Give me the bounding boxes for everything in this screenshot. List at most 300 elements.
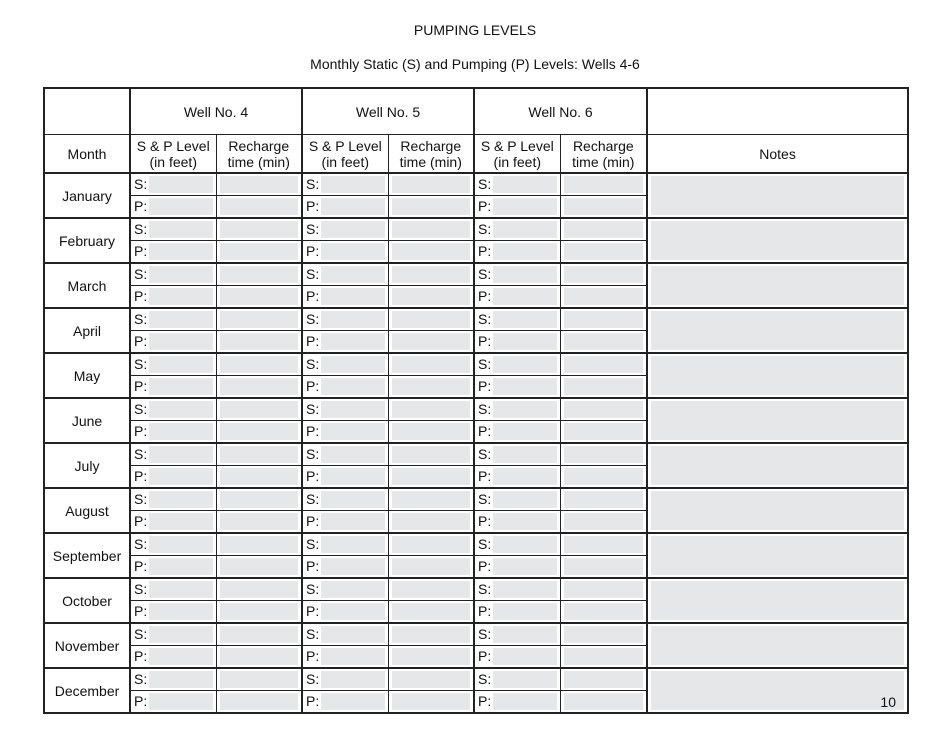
well-6-pumping-level-field-october[interactable] (493, 603, 557, 620)
recharge-cell (560, 646, 647, 669)
header-notes-blank (647, 88, 908, 135)
sp-level-cell (474, 308, 560, 331)
notes-cell-january (647, 173, 908, 218)
well-5-pumping-level-field-september[interactable] (321, 558, 385, 575)
notes-field-april[interactable] (651, 311, 904, 350)
notes-field-june[interactable] (651, 401, 904, 440)
recharge-cell (560, 533, 647, 556)
sp-level-cell (130, 353, 216, 376)
well-6-pumping-recharge-field-march[interactable] (564, 288, 644, 305)
well-6-pumping-level-field-april[interactable] (493, 333, 557, 350)
well-4-pumping-level-field-may[interactable] (149, 378, 213, 395)
well-5-pumping-level-field-april[interactable] (321, 333, 385, 350)
sp-level-cell (130, 578, 216, 601)
sp-level-cell (302, 578, 388, 601)
header-recharge-5: Recharge time (min) (388, 135, 474, 174)
month-label-may: May (44, 353, 130, 398)
notes-field-march[interactable] (651, 266, 904, 305)
pumping-label: P: (134, 513, 148, 529)
well-6-static-recharge-field-may[interactable] (564, 356, 644, 373)
notes-field-december[interactable] (651, 671, 904, 710)
pumping-label: P: (134, 333, 148, 349)
recharge-cell (560, 308, 647, 331)
header-well-5: Well No. 5 (302, 88, 474, 135)
pumping-label: P: (478, 243, 492, 259)
well-4-static-level-field-september[interactable] (149, 536, 213, 553)
sp-level-cell (302, 286, 388, 309)
recharge-cell (388, 398, 474, 421)
well-4-pumping-level-field-february[interactable] (149, 243, 213, 260)
sp-level-cell (130, 376, 216, 399)
recharge-cell (388, 263, 474, 286)
pumping-label: P: (478, 198, 492, 214)
well-5-pumping-recharge-field-january[interactable] (392, 198, 471, 215)
well-4-pumping-recharge-field-may[interactable] (220, 378, 299, 395)
recharge-cell (388, 218, 474, 241)
well-6-static-recharge-field-september[interactable] (564, 536, 644, 553)
well-5-static-recharge-field-october[interactable] (392, 581, 471, 598)
well-6-static-level-field-october[interactable] (493, 581, 557, 598)
recharge-cell (388, 196, 474, 219)
static-label: S: (306, 446, 320, 462)
pumping-label: P: (478, 333, 492, 349)
static-label: S: (134, 446, 148, 462)
month-row-october-static (44, 578, 908, 601)
well-5-pumping-level-field-october[interactable] (321, 603, 385, 620)
well-6-pumping-level-field-june[interactable] (493, 423, 557, 440)
well-5-static-recharge-field-september[interactable] (392, 536, 471, 553)
header-notes: Notes (647, 135, 908, 174)
static-label: S: (306, 491, 320, 507)
header-well-4: Well No. 4 (130, 88, 302, 135)
static-label: S: (478, 221, 492, 237)
well-5-static-recharge-field-june[interactable] (392, 401, 471, 418)
well-6-pumping-recharge-field-october[interactable] (564, 603, 644, 620)
static-label: S: (306, 266, 320, 282)
sp-level-cell (474, 331, 560, 354)
static-label: S: (134, 311, 148, 327)
well-6-pumping-recharge-field-june[interactable] (564, 423, 644, 440)
header-recharge-4: Recharge time (min) (216, 135, 302, 174)
well-6-static-recharge-field-january[interactable] (564, 176, 644, 193)
recharge-cell (560, 488, 647, 511)
sp-level-cell (130, 623, 216, 646)
well-5-static-recharge-field-april[interactable] (392, 311, 471, 328)
sp-level-cell (474, 578, 560, 601)
sp-level-cell (130, 241, 216, 264)
recharge-cell (388, 308, 474, 331)
well-4-static-level-field-january[interactable] (149, 176, 213, 193)
sp-level-cell (474, 286, 560, 309)
pumping-label: P: (134, 468, 148, 484)
well-5-pumping-level-field-august[interactable] (321, 513, 385, 530)
recharge-cell (560, 691, 647, 714)
sp-level-cell (474, 466, 560, 489)
notes-field-september[interactable] (651, 536, 904, 575)
well-4-static-level-field-march[interactable] (149, 266, 213, 283)
well-6-static-level-field-august[interactable] (493, 491, 557, 508)
static-label: S: (306, 176, 320, 192)
well-6-static-recharge-field-march[interactable] (564, 266, 644, 283)
well-5-static-level-field-may[interactable] (321, 356, 385, 373)
well-5-static-level-field-june[interactable] (321, 401, 385, 418)
well-6-static-level-field-january[interactable] (493, 176, 557, 193)
well-4-pumping-level-field-january[interactable] (149, 198, 213, 215)
static-label: S: (134, 401, 148, 417)
sp-level-cell (474, 443, 560, 466)
well-5-pumping-level-field-may[interactable] (321, 378, 385, 395)
well-4-pumping-recharge-field-april[interactable] (220, 333, 299, 350)
notes-cell-june (647, 398, 908, 443)
notes-field-july[interactable] (651, 446, 904, 485)
recharge-cell (216, 398, 302, 421)
well-6-pumping-recharge-field-february[interactable] (564, 243, 644, 260)
sp-level-cell (130, 601, 216, 624)
well-5-static-level-field-march[interactable] (321, 266, 385, 283)
sp-level-cell (302, 691, 388, 714)
well-4-static-level-field-june[interactable] (149, 401, 213, 418)
well-5-pumping-recharge-field-july[interactable] (392, 468, 471, 485)
well-6-static-recharge-field-november[interactable] (564, 626, 644, 643)
well-6-pumping-recharge-field-december[interactable] (564, 693, 644, 710)
well-5-pumping-level-field-june[interactable] (321, 423, 385, 440)
sp-level-cell (302, 556, 388, 579)
static-label: S: (478, 266, 492, 282)
recharge-cell (388, 353, 474, 376)
well-4-pumping-recharge-field-march[interactable] (220, 288, 299, 305)
well-6-pumping-level-field-may[interactable] (493, 378, 557, 395)
recharge-cell (388, 241, 474, 264)
recharge-cell (216, 691, 302, 714)
well-5-static-level-field-october[interactable] (321, 581, 385, 598)
static-label: S: (306, 356, 320, 372)
well-4-static-recharge-field-april[interactable] (220, 311, 299, 328)
recharge-cell (388, 691, 474, 714)
well-6-pumping-level-field-march[interactable] (493, 288, 557, 305)
well-5-pumping-level-field-november[interactable] (321, 648, 385, 665)
recharge-cell (388, 623, 474, 646)
static-label: S: (134, 221, 148, 237)
sp-level-cell (302, 196, 388, 219)
sp-level-cell (474, 488, 560, 511)
well-5-pumping-recharge-field-november[interactable] (392, 648, 471, 665)
static-label: S: (478, 626, 492, 642)
well-4-pumping-level-field-july[interactable] (149, 468, 213, 485)
well-5-pumping-recharge-field-april[interactable] (392, 333, 471, 350)
sp-level-cell (130, 511, 216, 534)
pumping-label: P: (478, 558, 492, 574)
sp-level-cell (302, 263, 388, 286)
static-label: S: (478, 401, 492, 417)
well-4-static-recharge-field-march[interactable] (220, 266, 299, 283)
recharge-cell (388, 173, 474, 196)
well-4-pumping-level-field-june[interactable] (149, 423, 213, 440)
well-4-static-level-field-february[interactable] (149, 221, 213, 238)
recharge-cell (388, 668, 474, 691)
well-4-static-level-field-august[interactable] (149, 491, 213, 508)
pumping-label: P: (306, 693, 320, 709)
recharge-cell (216, 196, 302, 219)
well-5-static-recharge-field-may[interactable] (392, 356, 471, 373)
recharge-cell (216, 421, 302, 444)
well-6-pumping-level-field-september[interactable] (493, 558, 557, 575)
well-6-pumping-level-field-august[interactable] (493, 513, 557, 530)
static-label: S: (306, 581, 320, 597)
month-row-december-static (44, 668, 908, 691)
well-4-pumping-recharge-field-december[interactable] (220, 693, 299, 710)
well-5-pumping-recharge-field-september[interactable] (392, 558, 471, 575)
well-6-static-recharge-field-august[interactable] (564, 491, 644, 508)
sp-level-cell (474, 601, 560, 624)
pumping-label: P: (478, 513, 492, 529)
well-4-static-level-field-october[interactable] (149, 581, 213, 598)
well-4-static-recharge-field-november[interactable] (220, 626, 299, 643)
well-4-pumping-level-field-december[interactable] (149, 693, 213, 710)
sp-level-cell (474, 668, 560, 691)
pumping-label: P: (134, 378, 148, 394)
well-5-static-recharge-field-march[interactable] (392, 266, 471, 283)
header-well-6: Well No. 6 (474, 88, 647, 135)
well-5-static-level-field-july[interactable] (321, 446, 385, 463)
well-6-static-recharge-field-april[interactable] (564, 311, 644, 328)
well-5-static-level-field-november[interactable] (321, 626, 385, 643)
month-row-november-static (44, 623, 908, 646)
well-5-static-level-field-september[interactable] (321, 536, 385, 553)
recharge-cell (216, 218, 302, 241)
well-4-static-recharge-field-december[interactable] (220, 671, 299, 688)
well-4-static-recharge-field-january[interactable] (220, 176, 299, 193)
well-4-pumping-level-field-august[interactable] (149, 513, 213, 530)
header-month: Month (44, 135, 130, 174)
well-6-static-recharge-field-july[interactable] (564, 446, 644, 463)
well-6-pumping-recharge-field-november[interactable] (564, 648, 644, 665)
well-5-static-recharge-field-august[interactable] (392, 491, 471, 508)
sp-level-cell (130, 691, 216, 714)
recharge-cell (560, 173, 647, 196)
pumping-label: P: (134, 558, 148, 574)
well-5-pumping-recharge-field-february[interactable] (392, 243, 471, 260)
pumping-label: P: (134, 198, 148, 214)
sp-level-cell (302, 331, 388, 354)
well-4-pumping-recharge-field-july[interactable] (220, 468, 299, 485)
recharge-cell (216, 578, 302, 601)
well-5-pumping-level-field-july[interactable] (321, 468, 385, 485)
sp-level-cell (302, 241, 388, 264)
well-6-pumping-level-field-january[interactable] (493, 198, 557, 215)
static-label: S: (478, 491, 492, 507)
well-6-static-level-field-september[interactable] (493, 536, 557, 553)
well-5-pumping-recharge-field-december[interactable] (392, 693, 471, 710)
well-6-pumping-recharge-field-january[interactable] (564, 198, 644, 215)
well-5-static-recharge-field-february[interactable] (392, 221, 471, 238)
well-5-pumping-level-field-march[interactable] (321, 288, 385, 305)
sp-level-cell (474, 556, 560, 579)
notes-field-august[interactable] (651, 491, 904, 530)
well-4-pumping-level-field-october[interactable] (149, 603, 213, 620)
well-5-static-level-field-january[interactable] (321, 176, 385, 193)
notes-field-november[interactable] (651, 626, 904, 665)
notes-cell-july (647, 443, 908, 488)
sp-level-cell (130, 443, 216, 466)
recharge-cell (216, 511, 302, 534)
recharge-cell (216, 241, 302, 264)
pumping-label: P: (134, 648, 148, 664)
well-6-pumping-recharge-field-august[interactable] (564, 513, 644, 530)
recharge-cell (216, 623, 302, 646)
well-6-static-recharge-field-december[interactable] (564, 671, 644, 688)
pumping-label: P: (306, 243, 320, 259)
well-5-pumping-recharge-field-june[interactable] (392, 423, 471, 440)
well-4-static-recharge-field-august[interactable] (220, 491, 299, 508)
well-4-pumping-recharge-field-october[interactable] (220, 603, 299, 620)
pumping-label: P: (478, 603, 492, 619)
month-label-march: March (44, 263, 130, 308)
static-label: S: (134, 491, 148, 507)
well-5-pumping-level-field-december[interactable] (321, 693, 385, 710)
sp-level-cell (302, 488, 388, 511)
well-5-static-level-field-april[interactable] (321, 311, 385, 328)
well-6-pumping-level-field-november[interactable] (493, 648, 557, 665)
well-4-pumping-level-field-november[interactable] (149, 648, 213, 665)
notes-field-february[interactable] (651, 221, 904, 260)
well-4-static-level-field-april[interactable] (149, 311, 213, 328)
sp-level-cell (130, 488, 216, 511)
sp-level-cell (130, 286, 216, 309)
well-4-pumping-recharge-field-june[interactable] (220, 423, 299, 440)
well-5-pumping-recharge-field-may[interactable] (392, 378, 471, 395)
well-4-pumping-recharge-field-february[interactable] (220, 243, 299, 260)
sp-level-cell (302, 668, 388, 691)
well-4-static-recharge-field-september[interactable] (220, 536, 299, 553)
month-label-august: August (44, 488, 130, 533)
recharge-cell (388, 556, 474, 579)
well-4-static-level-field-may[interactable] (149, 356, 213, 373)
recharge-cell (216, 263, 302, 286)
recharge-cell (388, 511, 474, 534)
well-4-static-level-field-december[interactable] (149, 671, 213, 688)
recharge-cell (216, 308, 302, 331)
sp-level-cell (302, 533, 388, 556)
well-6-pumping-level-field-february[interactable] (493, 243, 557, 260)
pumping-label: P: (306, 198, 320, 214)
well-5-pumping-recharge-field-march[interactable] (392, 288, 471, 305)
well-4-pumping-recharge-field-august[interactable] (220, 513, 299, 530)
pumping-label: P: (306, 288, 320, 304)
well-4-static-recharge-field-october[interactable] (220, 581, 299, 598)
static-label: S: (478, 671, 492, 687)
well-4-pumping-recharge-field-september[interactable] (220, 558, 299, 575)
well-4-pumping-level-field-april[interactable] (149, 333, 213, 350)
notes-field-may[interactable] (651, 356, 904, 395)
sp-level-cell (474, 173, 560, 196)
well-6-static-level-field-february[interactable] (493, 221, 557, 238)
header-recharge-6: Recharge time (min) (560, 135, 647, 174)
recharge-cell (560, 556, 647, 579)
well-4-pumping-level-field-march[interactable] (149, 288, 213, 305)
month-row-july-static (44, 443, 908, 466)
notes-field-october[interactable] (651, 581, 904, 620)
well-4-static-recharge-field-may[interactable] (220, 356, 299, 373)
notes-cell-may (647, 353, 908, 398)
well-4-pumping-recharge-field-november[interactable] (220, 648, 299, 665)
recharge-cell (560, 511, 647, 534)
well-4-pumping-recharge-field-january[interactable] (220, 198, 299, 215)
well-6-static-level-field-may[interactable] (493, 356, 557, 373)
well-4-static-level-field-july[interactable] (149, 446, 213, 463)
well-6-pumping-recharge-field-april[interactable] (564, 333, 644, 350)
notes-field-january[interactable] (651, 176, 904, 215)
well-6-static-recharge-field-october[interactable] (564, 581, 644, 598)
sp-level-cell (474, 691, 560, 714)
well-5-static-recharge-field-december[interactable] (392, 671, 471, 688)
well-6-static-level-field-april[interactable] (493, 311, 557, 328)
well-6-static-level-field-november[interactable] (493, 626, 557, 643)
recharge-cell (216, 601, 302, 624)
well-4-static-recharge-field-june[interactable] (220, 401, 299, 418)
recharge-cell (216, 443, 302, 466)
recharge-cell (560, 668, 647, 691)
well-5-static-level-field-february[interactable] (321, 221, 385, 238)
well-6-static-recharge-field-february[interactable] (564, 221, 644, 238)
well-4-static-recharge-field-february[interactable] (220, 221, 299, 238)
well-4-pumping-level-field-september[interactable] (149, 558, 213, 575)
well-6-pumping-recharge-field-september[interactable] (564, 558, 644, 575)
well-5-static-level-field-december[interactable] (321, 671, 385, 688)
well-6-pumping-recharge-field-may[interactable] (564, 378, 644, 395)
sp-level-cell (302, 308, 388, 331)
well-4-static-level-field-november[interactable] (149, 626, 213, 643)
well-6-static-level-field-june[interactable] (493, 401, 557, 418)
month-label-october: October (44, 578, 130, 623)
well-5-pumping-level-field-january[interactable] (321, 198, 385, 215)
pumping-label: P: (306, 513, 320, 529)
sp-level-cell (130, 331, 216, 354)
sp-level-cell (302, 353, 388, 376)
well-6-pumping-level-field-july[interactable] (493, 468, 557, 485)
recharge-cell (560, 218, 647, 241)
well-5-static-recharge-field-november[interactable] (392, 626, 471, 643)
well-5-pumping-recharge-field-august[interactable] (392, 513, 471, 530)
month-label-september: September (44, 533, 130, 578)
sp-level-cell (474, 646, 560, 669)
well-6-static-level-field-march[interactable] (493, 266, 557, 283)
notes-cell-september (647, 533, 908, 578)
well-5-pumping-recharge-field-october[interactable] (392, 603, 471, 620)
pumping-label: P: (478, 378, 492, 394)
pumping-label: P: (306, 603, 320, 619)
well-4-static-recharge-field-july[interactable] (220, 446, 299, 463)
static-label: S: (478, 356, 492, 372)
well-5-pumping-level-field-february[interactable] (321, 243, 385, 260)
recharge-cell (560, 443, 647, 466)
well-5-static-recharge-field-january[interactable] (392, 176, 471, 193)
well-6-static-recharge-field-june[interactable] (564, 401, 644, 418)
static-label: S: (306, 311, 320, 327)
well-5-static-level-field-august[interactable] (321, 491, 385, 508)
well-6-static-level-field-december[interactable] (493, 671, 557, 688)
recharge-cell (560, 241, 647, 264)
recharge-cell (388, 443, 474, 466)
recharge-cell (388, 421, 474, 444)
sp-level-cell (302, 623, 388, 646)
well-6-pumping-level-field-december[interactable] (493, 693, 557, 710)
well-6-pumping-recharge-field-july[interactable] (564, 468, 644, 485)
well-6-static-level-field-july[interactable] (493, 446, 557, 463)
static-label: S: (134, 671, 148, 687)
notes-cell-april (647, 308, 908, 353)
sp-level-cell (474, 218, 560, 241)
well-5-static-recharge-field-july[interactable] (392, 446, 471, 463)
